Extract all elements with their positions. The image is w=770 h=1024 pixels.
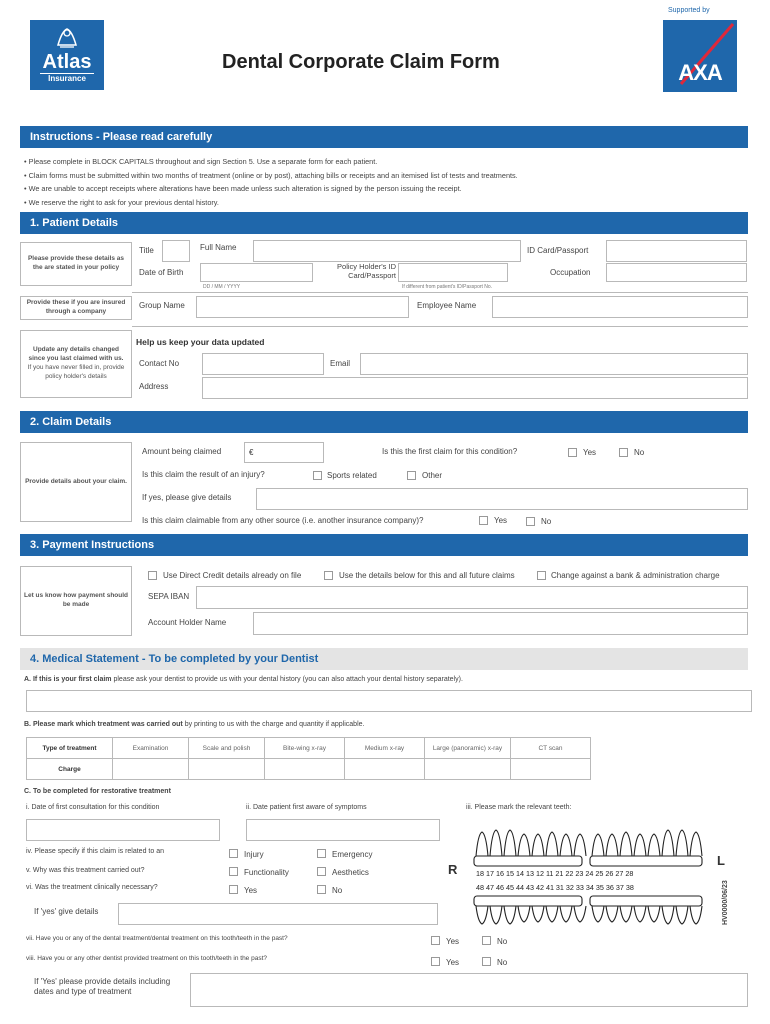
aesthetics-label: Aesthetics: [332, 868, 369, 877]
payment-side-note: Let us know how payment should be made: [20, 566, 132, 636]
emergency-label: Emergency: [332, 850, 373, 859]
currency-symbol: €: [249, 448, 254, 457]
c6-label: vi. Was the treatment clinically necessary?: [26, 884, 158, 891]
treatment-bitewing[interactable]: Bite-wing x-ray: [265, 738, 345, 759]
c8-yes-checkbox[interactable]: [431, 957, 440, 966]
medical-c: C. To be completed for restorative treatment: [24, 788, 171, 795]
charge-cell[interactable]: [345, 759, 425, 780]
instruction-item: • Please complete in BLOCK CAPITALS throughout and sign Section 5. Use a separate form for each patient.: [24, 157, 378, 166]
c7-label: vii. Have you or any of the dental treatment/dental treatment on this tooth/teeth in the past?: [26, 935, 288, 942]
patient-heading: 1. Patient Details: [20, 212, 748, 234]
c7-no-checkbox[interactable]: [482, 936, 491, 945]
instructions-list: [24, 155, 744, 209]
treatment-examination[interactable]: Examination: [113, 738, 189, 759]
medical-b: B. Please mark which treatment was carried out by printing to us with the charge and quantity if applicable.: [24, 721, 365, 728]
first-claim-no-label: No: [634, 448, 645, 457]
account-holder-input[interactable]: [253, 612, 748, 635]
amount-label: Amount being claimed: [142, 447, 222, 456]
necessary-no-label: No: [332, 886, 343, 895]
direct-credit-label: Use Direct Credit details already on file: [163, 571, 302, 580]
c7-yes-checkbox[interactable]: [431, 936, 440, 945]
injury-checkbox[interactable]: [229, 849, 238, 858]
update-heading: Help us keep your data updated: [136, 337, 265, 347]
necessary-yes-label: Yes: [244, 886, 258, 895]
bank-charge-label: Change against a bank & administration charge: [551, 571, 720, 580]
c4-label: iv. Please specify if this claim is related to an: [26, 848, 164, 855]
instruction-item: • We reserve the right to ask for your previous dental history.: [24, 197, 219, 207]
occupation-input[interactable]: [606, 263, 747, 282]
teeth-right-label: R: [448, 862, 458, 877]
teeth-row-upper: 18 17 16 15 14 13 12 11 21 22 23 24 25 26 27 28: [476, 869, 634, 878]
treatment-scale[interactable]: Scale and polish: [189, 738, 265, 759]
table-row: [27, 738, 591, 759]
bank-charge-checkbox[interactable]: [537, 571, 546, 580]
teeth-left-label: L: [717, 853, 725, 868]
aesthetics-checkbox[interactable]: [317, 867, 326, 876]
first-claim-no-checkbox[interactable]: [619, 448, 628, 457]
if-yes-dates-label: If 'Yes' please provide details including dates and type of treatment: [34, 977, 171, 996]
injury-question: Is this claim the result of an injury?: [142, 470, 265, 479]
other-source-no-checkbox[interactable]: [526, 517, 535, 526]
charge-cell[interactable]: [265, 759, 345, 780]
treatment-head: Type of treatment: [27, 738, 113, 759]
c2-label: ii. Date patient first aware of symptoms: [246, 804, 367, 811]
c7-yes-label: Yes: [446, 937, 460, 946]
c8-no-checkbox[interactable]: [482, 957, 491, 966]
dob-input[interactable]: [200, 263, 313, 282]
emergency-checkbox[interactable]: [317, 849, 326, 858]
first-aware-input[interactable]: [246, 819, 440, 841]
future-claims-label: Use the details below for this and all future claims: [339, 571, 515, 580]
amount-input[interactable]: [244, 442, 324, 463]
holder-id-input[interactable]: [398, 263, 508, 282]
charge-label: Charge: [27, 759, 113, 780]
contact-label: Contact No: [139, 359, 180, 368]
teeth-chart-icon[interactable]: [470, 826, 710, 926]
necessary-yes-checkbox[interactable]: [229, 885, 238, 894]
axa-text: AXA: [678, 60, 722, 85]
treatment-ct[interactable]: CT scan: [511, 738, 591, 759]
title-label: Title: [139, 246, 154, 255]
c5-label: v. Why was this treatment carried out?: [26, 867, 145, 874]
first-claim-yes-checkbox[interactable]: [568, 448, 577, 457]
details-label: If yes, please give details: [142, 493, 232, 502]
group-label: Group Name: [139, 301, 185, 310]
c8-yes-label: Yes: [446, 958, 460, 967]
payment-heading: 3. Payment Instructions: [20, 534, 748, 556]
c3-label: iii. Please mark the relevant teeth:: [466, 804, 572, 811]
details-input[interactable]: [256, 488, 748, 510]
functionality-checkbox[interactable]: [229, 867, 238, 876]
future-claims-checkbox[interactable]: [324, 571, 333, 580]
account-holder-label: Account Holder Name: [148, 618, 227, 627]
c8-label: viii. Have you or any other dentist provided treatment on this tooth/teeth in the past?: [26, 955, 268, 962]
other-source-no-label: No: [541, 517, 552, 526]
treatment-medium-xray[interactable]: Medium x-ray: [345, 738, 425, 759]
charge-cell[interactable]: [425, 759, 511, 780]
treatment-table: [26, 737, 591, 780]
email-input[interactable]: [360, 353, 748, 375]
holder-id-label: Policy Holder's ID Card/Passport: [337, 262, 396, 280]
charge-cell[interactable]: [189, 759, 265, 780]
table-row: [27, 759, 591, 780]
group-input[interactable]: [196, 296, 409, 318]
medical-heading: 4. Medical Statement - To be completed by your Dentist: [20, 648, 748, 670]
c7-no-label: No: [497, 937, 508, 946]
id-input[interactable]: [606, 240, 747, 262]
c1-label: i. Date of first consultation for this condition: [26, 804, 160, 811]
functionality-label: Functionality: [244, 868, 289, 877]
holder-hint: If different from patient's ID/Passport No.: [402, 284, 493, 290]
instructions-heading: Instructions - Please read carefully: [20, 126, 748, 148]
form-code: HV0000/06/23: [722, 880, 729, 925]
supported-by-label: Supported by: [668, 7, 710, 14]
direct-credit-checkbox[interactable]: [148, 571, 157, 580]
teeth-chart-svg: [470, 826, 710, 926]
occupation-label: Occupation: [550, 268, 591, 277]
charge-cell[interactable]: [113, 759, 189, 780]
email-label: Email: [330, 359, 351, 368]
injury-label: Injury: [244, 850, 264, 859]
sepa-input[interactable]: [196, 586, 748, 609]
teeth-row-lower: 48 47 46 45 44 43 42 41 31 32 33 34 35 36 37 38: [476, 883, 634, 892]
first-consultation-input[interactable]: [26, 819, 220, 841]
patient-side-note: Please provide these details as the are stated in your policy: [20, 242, 132, 286]
necessary-no-checkbox[interactable]: [317, 885, 326, 894]
if-yes-input[interactable]: [118, 903, 438, 925]
sports-label: Sports related: [327, 471, 377, 480]
logo-sub: Insurance: [40, 73, 94, 83]
page-title: Dental Corporate Claim Form: [222, 51, 500, 73]
employee-input[interactable]: [492, 296, 748, 318]
axa-logo-icon: [663, 20, 737, 92]
dob-hint: DD / MM / YYYY: [203, 284, 241, 290]
other-source-yes-label: Yes: [494, 516, 508, 525]
treatment-history-input[interactable]: [190, 973, 748, 1007]
charge-cell[interactable]: [511, 759, 591, 780]
logo-text: Atlas: [42, 51, 92, 73]
other-checkbox[interactable]: [407, 471, 416, 480]
claim-side-note: Provide details about your claim.: [20, 442, 132, 522]
full-name-label: Full Name: [200, 243, 237, 252]
medical-a: A. If this is your first claim please ask your dentist to provide us with your dental history (you can also attach your dental history separately).: [24, 676, 463, 683]
company-side-note: Provide these if you are insured through a company: [20, 296, 132, 320]
if-yes-label: If 'yes' give details: [34, 907, 99, 916]
c8-no-label: No: [497, 958, 508, 967]
instruction-item: • We are unable to accept receipts where alterations have been made unless such alteration is signed by the person issuing the receipt.: [24, 184, 462, 193]
update-side-note: Update any details changed since you last claimed with us. If you have never filled in, provide policy holder's details: [20, 330, 132, 398]
id-label: ID Card/Passport: [527, 246, 589, 255]
full-name-input[interactable]: [253, 240, 521, 262]
address-input[interactable]: [202, 377, 748, 399]
other-source-yes-checkbox[interactable]: [479, 516, 488, 525]
other-source-question: Is this claim claimable from any other source (i.e. another insurance company)?: [142, 516, 424, 525]
first-claim-yes-label: Yes: [583, 448, 597, 457]
contact-input[interactable]: [202, 353, 324, 375]
employee-label: Employee Name: [417, 301, 477, 310]
treatment-large-xray[interactable]: Large (panoramic) x-ray: [425, 738, 511, 759]
claim-heading: 2. Claim Details: [20, 411, 748, 433]
title-input[interactable]: [162, 240, 190, 262]
dental-history-input[interactable]: [26, 690, 752, 712]
address-label: Address: [139, 382, 169, 391]
sepa-label: SEPA IBAN: [148, 592, 190, 601]
sports-checkbox[interactable]: [313, 471, 322, 480]
first-claim-question: Is this the first claim for this condition?: [382, 447, 518, 456]
other-label: Other: [422, 471, 443, 480]
atlas-logo-icon: [30, 20, 104, 90]
instruction-item: • Claim forms must be submitted within two months of treatment (online or by post), attaching bills or receipts and an itemised list of tests and treatments.: [24, 170, 518, 180]
dob-label: Date of Birth: [139, 268, 184, 277]
